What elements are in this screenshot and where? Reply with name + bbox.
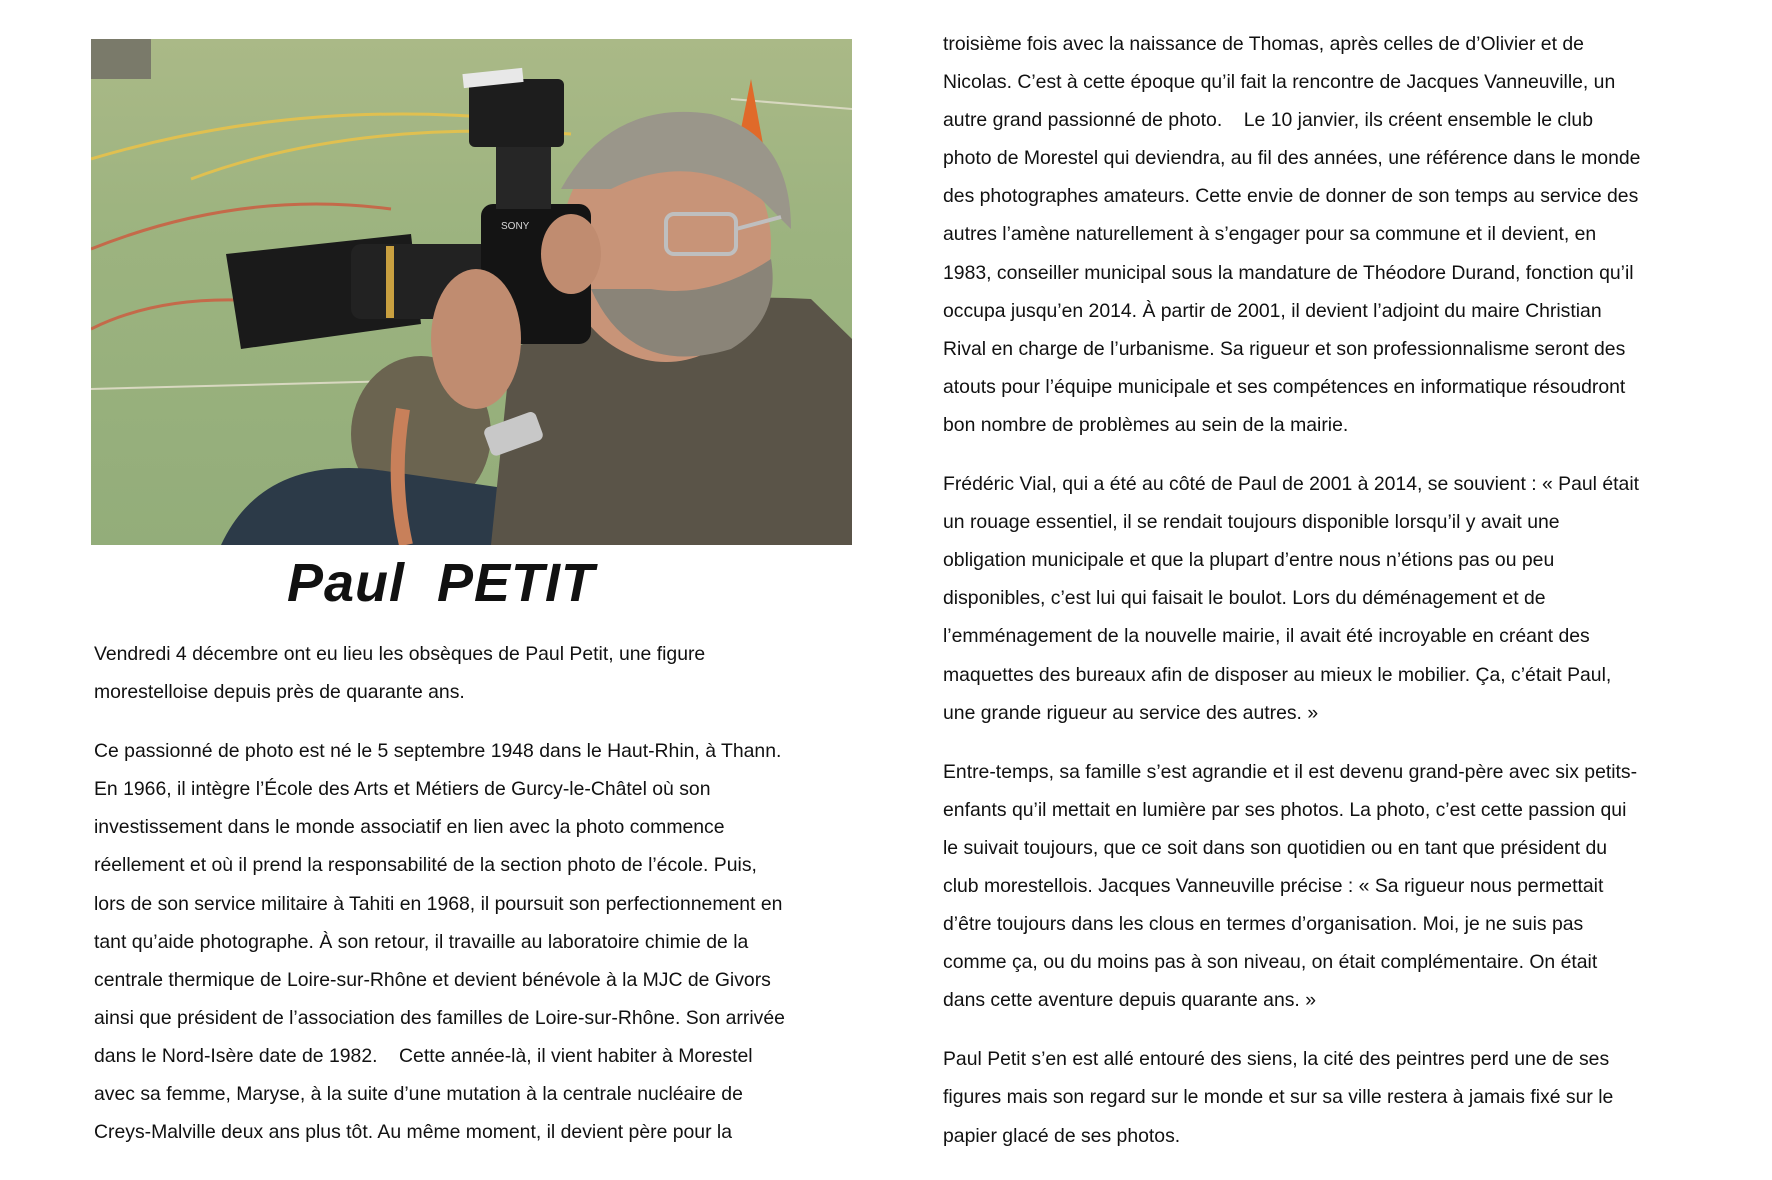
text-line: une grande rigueur au service des autres. »: [943, 701, 1319, 724]
flash-head: [469, 79, 564, 147]
text-line: atouts pour l’équipe municipale et ses compétences en informatique résoudront: [943, 375, 1626, 398]
text-line: obligation municipale et que la plupart d’entre nous n’étions pas ou peu: [943, 549, 1555, 572]
text-line: Vendredi 4 décembre ont eu lieu les obsèques de Paul Petit, une figure: [94, 643, 706, 665]
text-line: le suivait toujours, que ce soit dans son quotidien ou en tant que président du: [943, 836, 1608, 859]
paragraph-3: [943, 25, 1713, 444]
text-line: comme ça, ou du moins pas à son niveau, on était complémentaire. On était: [943, 951, 1598, 974]
text-line: un rouage essentiel, il se rendait toujours disponible lorsqu’il y avait une: [943, 511, 1560, 534]
paragraph-1: [94, 635, 862, 711]
lens-ring: [386, 246, 394, 318]
paragraph-2: [94, 732, 862, 1151]
text-line: Nicolas. C’est à cette époque qu’il fait la rencontre de Jacques Vanneuville, un: [943, 71, 1616, 94]
text-line: photo de Morestel qui deviendra, au fil des années, une référence dans le monde: [943, 147, 1641, 170]
text-line: figures mais son regard sur le monde et sur sa ville restera à jamais fixé sur le: [943, 1086, 1614, 1109]
text-line: occupa jusqu’en 2014. À partir de 2001, il devient l’adjoint du maire Christian: [943, 299, 1602, 322]
article-right-column: [943, 25, 1713, 1155]
text-line: lors de son service militaire à Tahiti en 1968, il poursuit son perfectionnement en: [94, 892, 783, 915]
text-line: autre grand passionné de photo. Le 10 janvier, ils créent ensemble le club: [943, 109, 1594, 132]
hand: [541, 214, 601, 294]
article-left-column: [94, 635, 862, 1151]
camera: [226, 68, 591, 349]
text-line: centrale thermique de Loire-sur-Rhône et devient bénévole à la MJC de Givors: [94, 968, 771, 991]
text-line: maquettes des bureaux afin de disposer au mieux le mobilier. Ça, c’était Paul,: [943, 663, 1612, 686]
text-line: papier glacé de ses photos.: [943, 1124, 1181, 1147]
text-line: des photographes amateurs. Cette envie de donner de son temps au service des: [943, 185, 1639, 208]
text-line: Ce passionné de photo est né le 5 septembre 1948 dans le Haut-Rhin, à Thann.: [94, 740, 782, 763]
text-line: club morestellois. Jacques Vanneuville précise : « Sa rigueur nous permettait: [943, 874, 1604, 897]
page-title: Paul PETIT: [286, 553, 596, 613]
text-line: En 1966, il intègre l’École des Arts et Métiers de Gurcy-le-Châtel où son: [94, 778, 711, 801]
photo-illustration: [91, 39, 852, 545]
text-line: réellement et où il prend la responsabilité de la section photo de l’école. Puis,: [94, 854, 757, 877]
text-line: bon nombre de problèmes au sein de la mairie.: [943, 413, 1349, 436]
paragraph-5: [943, 753, 1713, 1020]
paragraph-6: [943, 1040, 1713, 1154]
text-line: Entre-temps, sa famille s’est agrandie et il est devenu grand-père avec six petits-: [943, 760, 1638, 783]
text-line: troisième fois avec la naissance de Thomas, après celles de d’Olivier et de: [943, 33, 1584, 55]
background-figure: [91, 39, 151, 79]
text-line: l’emménagement de la nouvelle mairie, il avait été incroyable en créant des: [943, 625, 1590, 648]
text-line: Frédéric Vial, qui a été au côté de Paul de 2001 à 2014, se souvient : « Paul était: [943, 473, 1640, 496]
camera-brand-label: SONY: [501, 221, 530, 232]
hand: [431, 269, 521, 409]
text-line: disponibles, c’est lui qui faisait le boulot. Lors du déménagement et de: [943, 587, 1546, 610]
text-line: Creys-Malville deux ans plus tôt. Au même moment, il devient père pour la: [94, 1121, 733, 1144]
text-line: 1983, conseiller municipal sous la mandature de Théodore Durand, fonction qu’il: [943, 261, 1634, 284]
portrait-photo: [91, 39, 852, 545]
text-line: investissement dans le monde associatif en lien avec la photo commence: [94, 816, 725, 839]
text-line: ainsi que président de l’association des familles de Loire-sur-Rhône. Son arrivée: [94, 1006, 785, 1029]
text-line: dans cette aventure depuis quarante ans. »: [943, 989, 1316, 1012]
text-line: autres l’amène naturellement à s’engager pour sa commune et il devient, en: [943, 223, 1597, 246]
flash-body: [496, 147, 551, 209]
text-line: avec sa femme, Maryse, à la suite d’une mutation à la centrale nucléaire de: [94, 1083, 743, 1106]
text-line: d’être toujours dans les clous en termes d’organisation. Moi, je ne suis pas: [943, 913, 1584, 936]
text-line: morestelloise depuis près de quarante ans.: [94, 681, 465, 704]
paragraph-4: [943, 465, 1713, 732]
text-line: tant qu’aide photographe. À son retour, il travaille au laboratoire chimie de la: [94, 930, 749, 953]
text-line: Rival en charge de l’urbanisme. Sa rigueur et son professionnalisme seront des: [943, 337, 1626, 360]
text-line: dans le Nord-Isère date de 1982. Cette année-là, il vient habiter à Morestel: [94, 1044, 753, 1067]
text-line: enfants qu’il mettait en lumière par ses photos. La photo, c’est cette passion qui: [943, 798, 1627, 821]
text-line: Paul Petit s’en est allé entouré des siens, la cité des peintres perd une de ses: [943, 1048, 1610, 1071]
floor-line: [91, 114, 511, 159]
